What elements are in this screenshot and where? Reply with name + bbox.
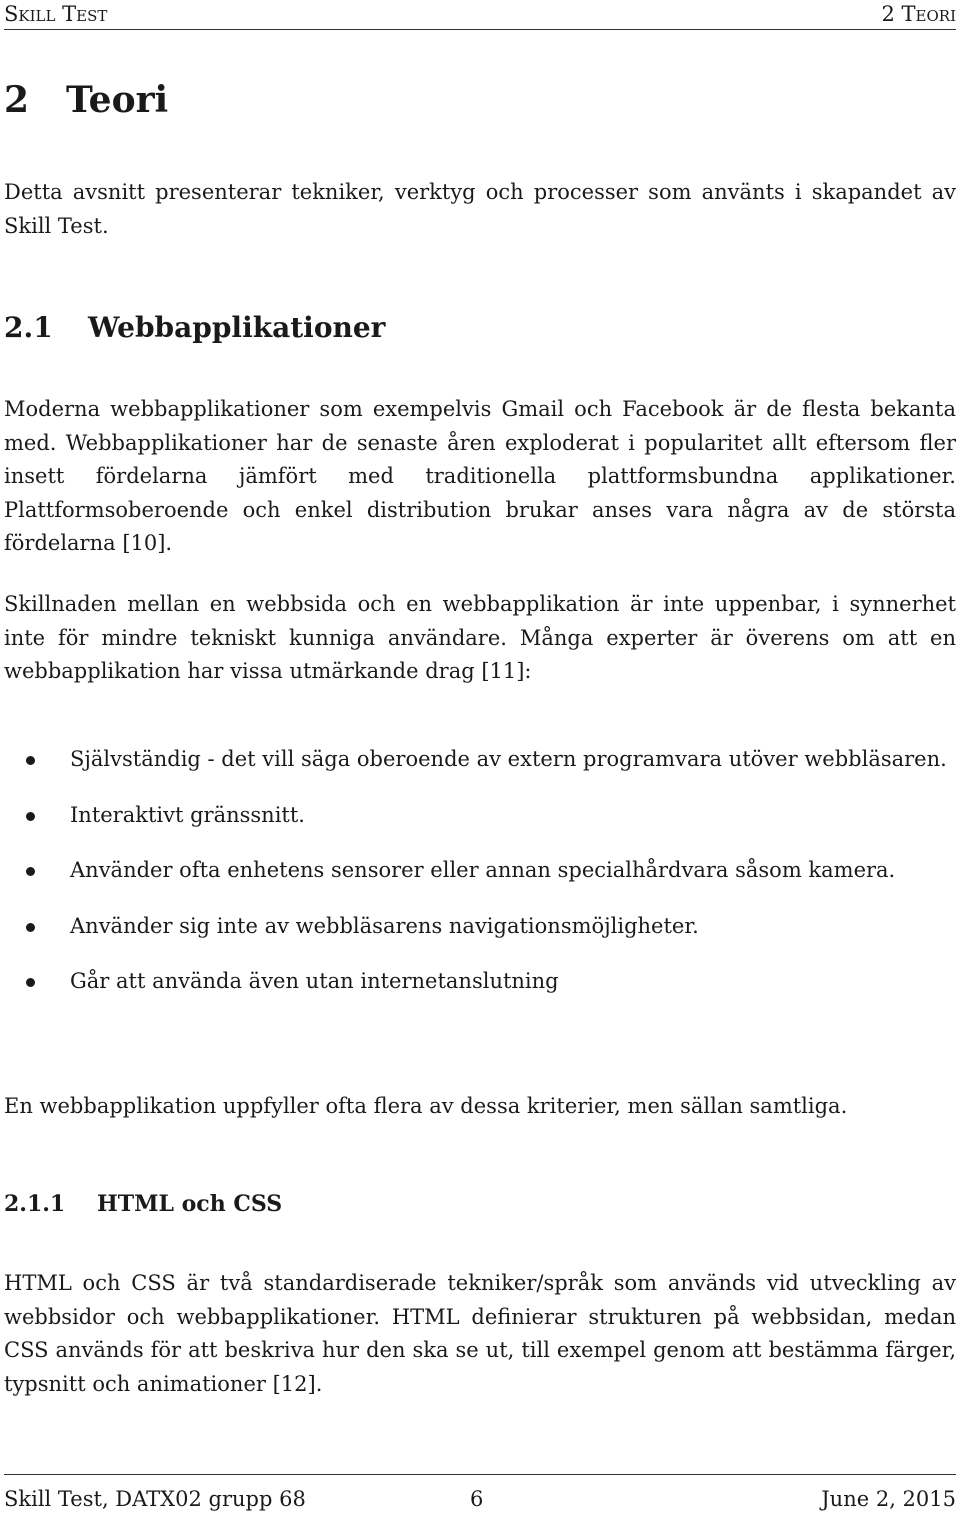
header-rule	[4, 29, 956, 30]
footer-date: June 2, 2015	[821, 1487, 956, 1511]
section-heading	[4, 78, 168, 122]
subsection-number: 2.1	[4, 311, 53, 344]
bullet-icon	[26, 923, 35, 932]
bullet-icon	[26, 978, 35, 987]
list-item-text: Självständig - det vill säga oberoende av extern programvara utöver webbläsaren.	[70, 747, 947, 771]
list-item-text: Går att använda även utan internetanslutning	[70, 969, 559, 993]
footer-document-info: Skill Test, DATX02 grupp 68	[4, 1487, 306, 1511]
list-item	[4, 910, 956, 944]
header-section: 2 Teori	[881, 2, 956, 26]
traits-list	[4, 743, 956, 1021]
list-item	[4, 799, 956, 833]
list-item-text: Använder ofta enhetens sensorer eller annan specialhårdvara såsom kamera.	[70, 858, 896, 882]
list-item-text: Använder sig inte av webbläsarens navigationsmöjligheter.	[70, 913, 699, 938]
footer-rule	[4, 1474, 956, 1475]
list-item	[4, 743, 956, 777]
document-page	[4, 0, 956, 1515]
paragraph-html-css: HTML och CSS är två standardiserade tekniker/språk som används vid utveckling av webbsidor och webbapplikationer. HTML definierar strukturen på webbsidan, medan CSS används för att beskriva hur den ska se ut, till exempel genom att bestämma färger, typsnitt och animationer [12].	[4, 1271, 956, 1396]
subsection-heading	[4, 310, 385, 346]
section-title: Teori	[66, 79, 169, 121]
page-number: 6	[470, 1487, 484, 1511]
paragraph-webapps-intro: Moderna webbapplikationer som exempelvis Gmail och Facebook är de flesta bekanta med. Webbapplikationer har de senaste åren exploderat i popularitet allt eftersom fler insett fördelarna jämfört med traditionella plattformsbundna applikationer. Plattformsoberoende och enkel distribution brukar anses vara några av de största fördelarna [10].	[4, 397, 956, 555]
list-item	[4, 854, 956, 888]
subsubsection-heading	[4, 1188, 282, 1220]
paragraph-webapps-traits: Skillnaden mellan en webbsida och en webbapplikation är inte uppenbar, i synnerhet inte för mindre tekniskt kunniga användare. Många experter är överens om att en webbapplikation har vissa utmärkande drag [11]:	[4, 592, 956, 683]
section-number: 2	[4, 79, 30, 121]
bullet-icon	[26, 756, 35, 765]
subsubsection-title: HTML och CSS	[97, 1191, 283, 1217]
bullet-icon	[26, 867, 35, 876]
header-title: Skill Test	[4, 2, 108, 26]
subsubsection-number: 2.1.1	[4, 1191, 66, 1217]
subsection-title: Webbapplikationer	[88, 311, 386, 344]
intro-paragraph: Detta avsnitt presenterar tekniker, verktyg och processer som använts i skapandet av Skill Test.	[4, 180, 956, 238]
bullet-icon	[26, 812, 35, 821]
paragraph-conclusion: En webbapplikation uppfyller ofta flera av dessa kriterier, men sällan samtliga.	[4, 1094, 848, 1118]
list-item-text: Interaktivt gränssnitt.	[70, 802, 305, 827]
running-header	[4, 2, 956, 26]
list-item	[4, 965, 956, 999]
page-footer	[4, 1484, 956, 1514]
